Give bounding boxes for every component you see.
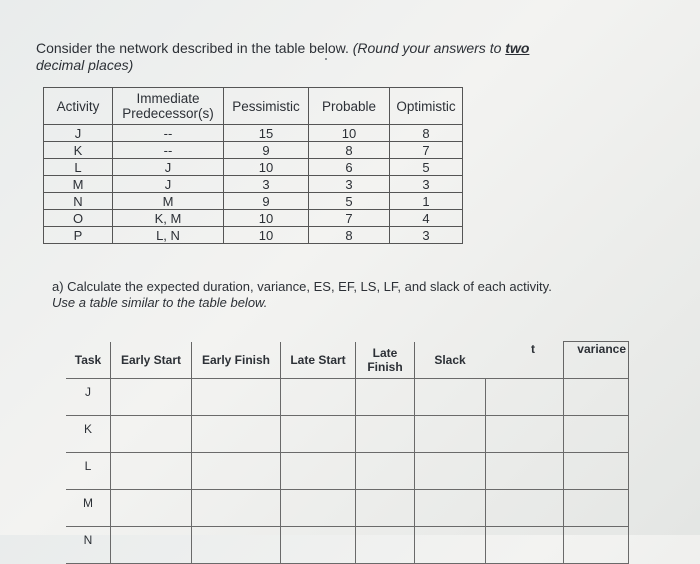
answer-row: [66, 379, 629, 416]
intro-text-1: Consider the network described in the table below.: [36, 40, 353, 56]
answer-cell[interactable]: [356, 453, 415, 490]
activity-cell: 8: [309, 227, 390, 244]
answer-cell[interactable]: [281, 379, 356, 416]
activity-cell: J: [44, 125, 113, 142]
answer-cell[interactable]: [192, 379, 281, 416]
answer-cell[interactable]: [485, 453, 564, 490]
answer-cell[interactable]: [356, 490, 415, 527]
intro-round-note: (Round your answers to: [352, 40, 506, 56]
answer-cell[interactable]: [415, 416, 486, 453]
answer-table: [66, 341, 629, 564]
answer-cell[interactable]: [415, 453, 486, 490]
intro-decimal-places: decimal places): [36, 57, 134, 73]
answer-cell[interactable]: [415, 379, 486, 416]
activity-table-body: [44, 125, 463, 244]
activity-cell: 3: [309, 176, 390, 193]
activity-row: [44, 142, 463, 159]
activity-row: [44, 210, 463, 227]
header-activity: Activity: [44, 88, 113, 125]
activity-cell: 10: [224, 210, 309, 227]
header-late-start: Late Start: [290, 352, 346, 367]
answer-cell[interactable]: [485, 416, 564, 453]
answer-row: [66, 416, 629, 453]
answer-cell[interactable]: [485, 527, 564, 564]
activity-cell: 7: [309, 210, 390, 227]
header-task: Task: [66, 342, 111, 379]
activity-cell: 8: [390, 125, 463, 142]
activity-row: [44, 227, 463, 244]
task-label: L: [66, 453, 111, 490]
answer-cell[interactable]: [485, 490, 564, 527]
activity-cell: 4: [390, 210, 463, 227]
answer-cell[interactable]: [111, 490, 192, 527]
header-probable: Probable: [309, 88, 390, 125]
header-early-finish: Early Finish: [192, 342, 281, 379]
activity-cell: M: [44, 176, 113, 193]
activity-cell: P: [44, 227, 113, 244]
activity-row: [44, 159, 463, 176]
question-line-1: a) Calculate the expected duration, variance, ES, EF, LS, LF, and slack of each activity.: [52, 279, 552, 294]
activity-cell: 3: [224, 176, 309, 193]
activity-cell: 1: [390, 193, 463, 210]
activity-cell: --: [113, 125, 224, 142]
activity-cell: 9: [224, 142, 309, 159]
activity-cell: 10: [224, 227, 309, 244]
activity-cell: J: [113, 159, 224, 176]
activity-cell: N: [44, 193, 113, 210]
problem-statement: [36, 40, 646, 74]
answer-cell[interactable]: [564, 490, 629, 527]
header-late-finish-text: Late Finish: [367, 345, 403, 374]
answer-cell[interactable]: [192, 527, 281, 564]
answer-cell[interactable]: [281, 453, 356, 490]
activity-table: [43, 87, 463, 244]
activity-cell: 3: [390, 176, 463, 193]
task-label: N: [66, 527, 111, 564]
activity-cell: 10: [224, 159, 309, 176]
answer-cell[interactable]: [356, 379, 415, 416]
activity-cell: K: [44, 142, 113, 159]
answer-cell[interactable]: [192, 453, 281, 490]
task-label: K: [66, 416, 111, 453]
answer-cell[interactable]: [111, 453, 192, 490]
activity-cell: 15: [224, 125, 309, 142]
answer-cell[interactable]: [564, 527, 629, 564]
answer-cell[interactable]: [111, 416, 192, 453]
task-label: J: [66, 379, 111, 416]
answer-cell[interactable]: [415, 527, 486, 564]
answer-cell[interactable]: [356, 527, 415, 564]
activity-table-header: [44, 88, 463, 125]
activity-cell: 6: [309, 159, 390, 176]
intro-two: two: [505, 40, 530, 56]
activity-row: [44, 193, 463, 210]
answer-cell[interactable]: [281, 527, 356, 564]
header-pessimistic: Pessimistic: [224, 88, 309, 125]
activity-cell: J: [113, 176, 224, 193]
answer-row: [66, 453, 629, 490]
activity-cell: --: [113, 142, 224, 159]
header-optimistic: Optimistic: [390, 88, 463, 125]
answer-cell[interactable]: [415, 490, 486, 527]
activity-cell: 9: [224, 193, 309, 210]
header-late-finish: [356, 342, 415, 379]
question-text: [52, 279, 652, 311]
answer-cell[interactable]: [356, 416, 415, 453]
activity-cell: 3: [390, 227, 463, 244]
activity-cell: K, M: [113, 210, 224, 227]
answer-cell[interactable]: [281, 416, 356, 453]
answer-cell[interactable]: [192, 416, 281, 453]
activity-cell: L, N: [113, 227, 224, 244]
header-early-start: Early Start: [120, 352, 182, 367]
answer-cell[interactable]: [485, 379, 564, 416]
header-slack: Slack: [434, 352, 466, 367]
header-t: t: [531, 341, 535, 356]
answer-row: [66, 490, 629, 527]
answer-table-header: [66, 342, 629, 379]
activity-cell: 5: [390, 159, 463, 176]
activity-cell: O: [44, 210, 113, 227]
task-label: M: [66, 490, 111, 527]
answer-cell[interactable]: [564, 379, 629, 416]
answer-table-body: [66, 379, 629, 564]
activity-row: [44, 176, 463, 193]
answer-cell[interactable]: [111, 379, 192, 416]
activity-cell: 5: [309, 193, 390, 210]
answer-cell[interactable]: [281, 490, 356, 527]
activity-cell: 7: [390, 142, 463, 159]
answer-cell[interactable]: [564, 453, 629, 490]
activity-cell: M: [113, 193, 224, 210]
question-line-2: Use a table similar to the table below.: [52, 295, 268, 310]
activity-cell: 8: [309, 142, 390, 159]
answer-row: [66, 527, 629, 564]
speck: [325, 58, 327, 60]
header-predecessors: Immediate Predecessor(s): [113, 88, 224, 125]
answer-cell[interactable]: [564, 416, 629, 453]
header-variance: variance: [564, 342, 629, 379]
activity-cell: 10: [309, 125, 390, 142]
activity-row: [44, 125, 463, 142]
answer-cell[interactable]: [111, 527, 192, 564]
answer-cell[interactable]: [192, 490, 281, 527]
activity-cell: L: [44, 159, 113, 176]
